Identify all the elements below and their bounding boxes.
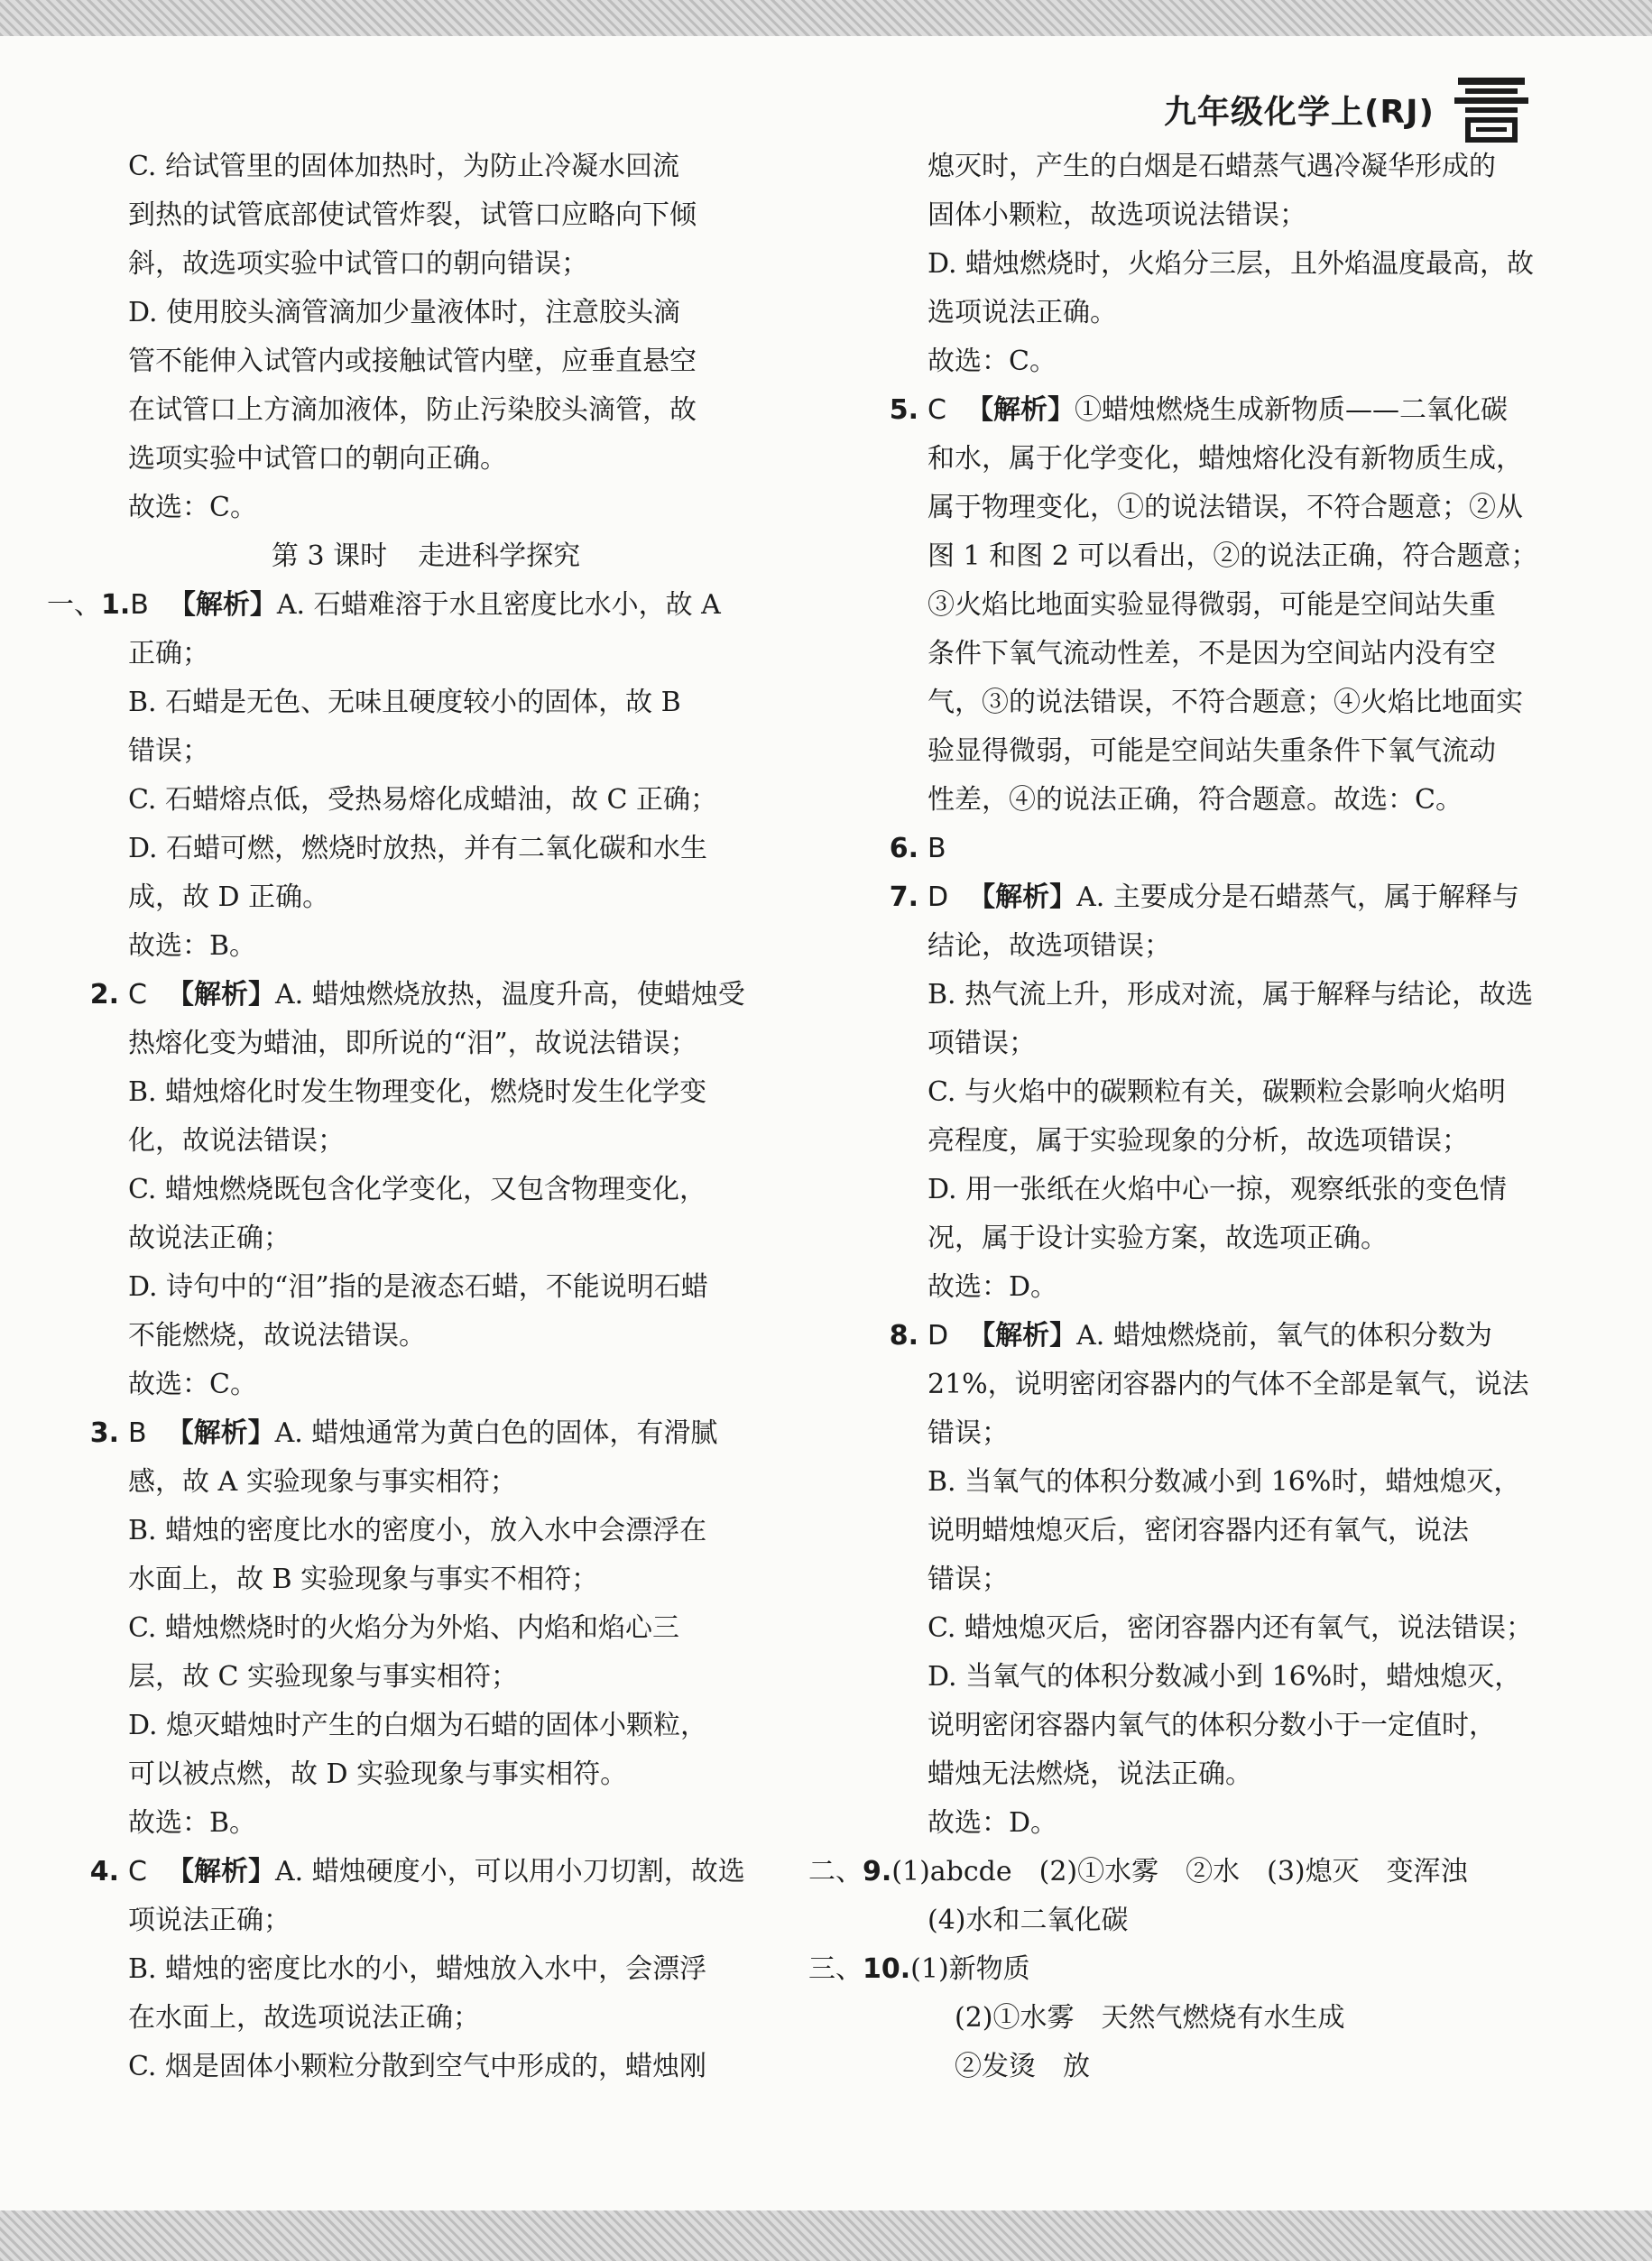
text-line: 故选：C。 bbox=[128, 1369, 257, 1400]
question-number: 10. bbox=[863, 1953, 911, 1985]
text-line: 错误； bbox=[928, 1564, 1009, 1595]
analysis-tag: 【解析】 bbox=[968, 1320, 1077, 1352]
text-line: 说明密闭容器内氧气的体积分数小于一定值时， bbox=[928, 1710, 1496, 1741]
text-line: 说明蜡烛熄灭后，密闭容器内还有氧气，说法 bbox=[928, 1515, 1469, 1546]
question-7-first-line bbox=[846, 873, 1532, 922]
analysis-tag: 【解析】 bbox=[166, 979, 275, 1011]
answer-letter: D bbox=[928, 881, 949, 913]
lesson-name: 走进科学探究 bbox=[418, 540, 581, 572]
text-line: D. 用一张纸在火焰中心一掠，观察纸张的变色情 bbox=[928, 1174, 1508, 1205]
question-number: 1. bbox=[101, 589, 131, 621]
text-line: ③火焰比地面实验显得微弱，可能是空间站失重 bbox=[928, 589, 1496, 621]
text-line: 故选：B。 bbox=[128, 1807, 257, 1839]
question-4-first-line bbox=[47, 1848, 769, 1896]
text-line: D. 使用胶头滴管滴加少量液体时，注意胶头滴 bbox=[128, 297, 681, 328]
question-number: 2. bbox=[89, 979, 119, 1011]
text-line: B. 蜡烛的密度比水的小，蜡烛放入水中，会漂浮 bbox=[128, 1953, 707, 1985]
text-line: 和水，属于化学变化，蜡烛熔化没有新物质生成， bbox=[928, 443, 1523, 475]
text-line: B. 蜡烛熔化时发生物理变化，燃烧时发生化学变 bbox=[128, 1076, 707, 1108]
page-header-title: 九年级化学上(RJ) bbox=[1163, 94, 1435, 131]
text-line: B. 石蜡是无色、无味且硬度较小的固体，故 B bbox=[128, 687, 681, 718]
text-line: 熄灭时，产生的白烟是石蜡蒸气遇冷凝华形成的 bbox=[928, 151, 1496, 182]
text-line: 不能燃烧，故说法错误。 bbox=[128, 1320, 426, 1352]
text-line: 气，③的说法错误，不符合题意；④火焰比地面实 bbox=[928, 687, 1523, 718]
bottom-scan-band bbox=[0, 2210, 1652, 2261]
text-line: C. 与火焰中的碳颗粒有关，碳颗粒会影响火焰明 bbox=[928, 1076, 1506, 1108]
question-number: 6. bbox=[889, 833, 918, 864]
question-number: 5. bbox=[889, 394, 918, 426]
question-9-first-line bbox=[808, 1848, 1532, 1896]
text-line: 蜡烛无法燃烧，说法正确。 bbox=[928, 1758, 1252, 1790]
text-line: 故选：D。 bbox=[928, 1271, 1058, 1303]
lesson-title: 第 3 课时 bbox=[271, 540, 388, 572]
answer-letter: C bbox=[128, 1856, 147, 1887]
text-line: A. 蜡烛燃烧前，氧气的体积分数为 bbox=[1076, 1320, 1492, 1352]
question-10-first-line bbox=[808, 1945, 1532, 1994]
text-line: (2)①水雾 天然气燃烧有水生成 bbox=[955, 2002, 1345, 2034]
text-line: 故选：C。 bbox=[128, 492, 257, 523]
section-label: 一、 bbox=[47, 589, 101, 621]
analysis-tag: 【解析】 bbox=[166, 1856, 275, 1887]
answer-letter: C bbox=[128, 979, 147, 1011]
answer-letter: B bbox=[128, 1417, 147, 1449]
text-line: B. 当氧气的体积分数减小到 16%时，蜡烛熄灭， bbox=[928, 1466, 1521, 1498]
question-number: 4. bbox=[89, 1856, 119, 1887]
top-scan-band bbox=[0, 0, 1652, 36]
section-label: 三、 bbox=[808, 1953, 863, 1985]
text-line: C. 烟是固体小颗粒分散到空气中形成的，蜡烛刚 bbox=[128, 2051, 706, 2082]
text-line: ①蜡烛燃烧生成新物质——二氧化碳 bbox=[1074, 394, 1508, 426]
text-line: 条件下氧气流动性差，不是因为空间站内没有空 bbox=[928, 638, 1496, 669]
book-logo-icon bbox=[1451, 74, 1532, 146]
text-line: 正确； bbox=[128, 638, 209, 669]
text-line: D. 石蜡可燃，燃烧时放热，并有二氧化碳和水生 bbox=[128, 833, 708, 864]
text-line: B. 热气流上升，形成对流，属于解释与结论，故选 bbox=[928, 979, 1534, 1011]
right-column bbox=[808, 143, 1538, 2091]
text-line: 性差，④的说法正确，符合题意。故选：C。 bbox=[928, 784, 1463, 816]
text-line: A. 蜡烛通常为黄白色的固体，有滑腻 bbox=[274, 1417, 718, 1449]
text-line: (1)新物质 bbox=[910, 1953, 1030, 1985]
text-line: D. 诗句中的“泪”指的是液态石蜡，不能说明石蜡 bbox=[128, 1271, 708, 1303]
text-line: 故说法正确； bbox=[128, 1223, 291, 1254]
text-line: 感，故 A 实验现象与事实相符； bbox=[128, 1466, 517, 1498]
text-line: C. 蜡烛燃烧时的火焰分为外焰、内焰和焰心三 bbox=[128, 1612, 679, 1644]
text-line: 化，故说法错误； bbox=[128, 1125, 345, 1157]
text-line: ②发烫 放 bbox=[955, 2051, 1090, 2082]
text-line: A. 蜡烛燃烧放热，温度升高，使蜡烛受 bbox=[274, 979, 745, 1011]
lesson-heading bbox=[47, 532, 769, 581]
text-line: 故选：D。 bbox=[928, 1807, 1058, 1839]
text-line: 固体小颗粒，故选项说法错误； bbox=[928, 199, 1306, 231]
answer-letter: B bbox=[130, 589, 149, 621]
text-line: 21%，说明密闭容器内的气体不全部是氧气，说法 bbox=[928, 1369, 1529, 1400]
question-number: 7. bbox=[889, 881, 918, 913]
text-line: D. 当氧气的体积分数减小到 16%时，蜡烛熄灭， bbox=[928, 1661, 1522, 1693]
text-line: C. 石蜡熔点低，受热易熔化成蜡油，故 C 正确； bbox=[128, 784, 717, 816]
text-line: 错误； bbox=[128, 735, 209, 767]
text-line: 层，故 C 实验现象与事实相符； bbox=[128, 1661, 519, 1693]
text-line: 斜，故选项实验中试管口的朝向错误； bbox=[128, 248, 588, 280]
text-line: A. 石蜡难溶于水且密度比水小，故 A bbox=[276, 589, 721, 621]
text-line: 亮程度，属于实验现象的分析，故选项错误； bbox=[928, 1125, 1469, 1157]
text-line: 选项实验中试管口的朝向正确。 bbox=[128, 443, 507, 475]
text-line: 在试管口上方滴加液体，防止污染胶头滴管，故 bbox=[128, 394, 697, 426]
analysis-tag: 【解析】 bbox=[166, 1417, 275, 1449]
text-line: 故选：C。 bbox=[928, 346, 1057, 377]
question-number: 3. bbox=[89, 1417, 119, 1449]
text-line: (1)abcde (2)①水雾 ②水 (3)熄灭 变浑浊 bbox=[891, 1856, 1468, 1887]
text-line: 项说法正确； bbox=[128, 1905, 291, 1936]
text-line: 热熔化变为蜡油，即所说的“泪”，故说法错误； bbox=[128, 1028, 697, 1059]
question-3-first-line bbox=[47, 1409, 769, 1458]
text-line: D. 蜡烛燃烧时，火焰分三层，且外焰温度最高，故 bbox=[928, 248, 1535, 280]
question-6-line bbox=[846, 825, 1532, 873]
answer-letter: D bbox=[928, 1320, 949, 1352]
text-line: A. 蜡烛硬度小，可以用小刀切割，故选 bbox=[274, 1856, 745, 1887]
text-line: 成，故 D 正确。 bbox=[128, 881, 330, 913]
section-label: 二、 bbox=[808, 1856, 863, 1887]
text-line: 故选：B。 bbox=[128, 930, 257, 962]
analysis-tag: 【解析】 bbox=[968, 881, 1077, 913]
text-line: 项错误； bbox=[928, 1028, 1036, 1059]
question-1-first-line bbox=[47, 581, 769, 630]
analysis-tag: 【解析】 bbox=[168, 589, 277, 621]
text-line: 错误； bbox=[928, 1417, 1009, 1449]
text-line: (4)水和二氧化碳 bbox=[928, 1905, 1129, 1936]
text-line: C. 给试管里的固体加热时，为防止冷凝水回流 bbox=[128, 151, 679, 182]
text-line: C. 蜡烛燃烧既包含化学变化，又包含物理变化， bbox=[128, 1174, 706, 1205]
answer-letter: C bbox=[928, 394, 946, 426]
text-line: D. 熄灭蜡烛时产生的白烟为石蜡的固体小颗粒， bbox=[128, 1710, 708, 1741]
text-line: A. 主要成分是石蜡蒸气，属于解释与 bbox=[1076, 881, 1519, 913]
text-line: 图 1 和图 2 可以看出，②的说法正确，符合题意； bbox=[928, 540, 1538, 572]
question-number: 8. bbox=[889, 1320, 918, 1352]
text-line: 可以被点燃，故 D 实验现象与事实相符。 bbox=[128, 1758, 628, 1790]
text-line: 选项说法正确。 bbox=[928, 297, 1117, 328]
question-8-first-line bbox=[846, 1312, 1532, 1361]
answer-letter: B bbox=[928, 833, 946, 864]
question-2-first-line bbox=[47, 971, 769, 1020]
text-line: 况，属于设计实验方案，故选项正确。 bbox=[928, 1223, 1388, 1254]
text-line: 在水面上，故选项说法正确； bbox=[128, 2002, 480, 2034]
text-line: B. 蜡烛的密度比水的密度小，放入水中会漂浮在 bbox=[128, 1515, 707, 1546]
text-line: 到热的试管底部使试管炸裂，试管口应略向下倾 bbox=[128, 199, 697, 231]
text-line: C. 蜡烛熄灭后，密闭容器内还有氧气，说法错误； bbox=[928, 1612, 1533, 1644]
left-column bbox=[47, 143, 769, 2091]
text-line: 管不能伸入试管内或接触试管内壁，应垂直悬空 bbox=[128, 346, 697, 377]
text-line: 结论，故选项错误； bbox=[928, 930, 1171, 962]
text-line: 验显得微弱，可能是空间站失重条件下氧气流动 bbox=[928, 735, 1496, 767]
question-number: 9. bbox=[863, 1856, 892, 1887]
text-line: 水面上，故 B 实验现象与事实不相符； bbox=[128, 1564, 599, 1595]
analysis-tag: 【解析】 bbox=[965, 394, 1075, 426]
text-line: 属于物理变化，①的说法错误，不符合题意；②从 bbox=[928, 492, 1523, 523]
question-5-first-line bbox=[846, 386, 1532, 435]
